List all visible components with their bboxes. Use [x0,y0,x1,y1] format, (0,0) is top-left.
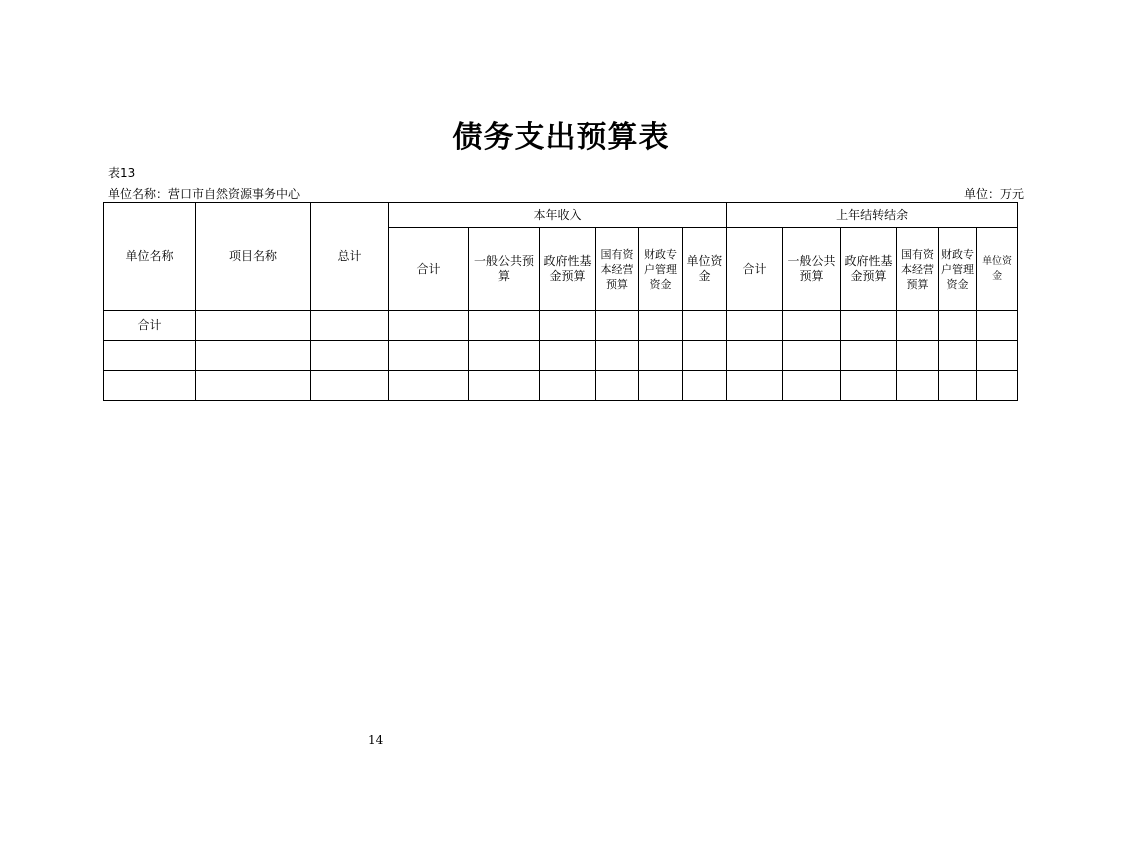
header-carryover-special-account: 财政专户管理资金 [939,228,977,311]
header-carryover-unit-funds: 单位资金 [977,228,1018,311]
header-carryover-fund-budget: 政府性基金预算 [841,228,897,311]
header-carryover-subtotal: 合计 [727,228,783,311]
table-cell [939,341,977,371]
table-cell [311,311,389,341]
table-cell: 合计 [104,311,196,341]
table-cell [939,311,977,341]
table-cell [389,371,469,401]
header-total: 总计 [311,203,389,311]
page-number: 14 [368,733,384,747]
table-cell [469,371,540,401]
table-cell [639,341,683,371]
page-title: 债务支出预算表 [452,120,670,155]
table-cell [783,341,841,371]
header-current-year-income: 本年收入 [389,203,727,228]
table-cell [727,341,783,371]
table-cell [596,311,639,341]
header-carryover-general-budget: 一般公共预算 [783,228,841,311]
table-cell [683,311,727,341]
table-cell [727,311,783,341]
table-code: 表13 [108,166,136,180]
table-row [104,311,1018,341]
table-cell [389,311,469,341]
header-current-unit-funds: 单位资金 [683,228,727,311]
header-row-group [104,203,1018,228]
header-current-state-capital: 国有资本经营预算 [596,228,639,311]
table-cell [104,371,196,401]
table-cell [639,311,683,341]
table-cell [389,341,469,371]
table-cell [897,371,939,401]
header-current-subtotal: 合计 [389,228,469,311]
table-cell [540,311,596,341]
table-cell [639,371,683,401]
table-cell [596,371,639,401]
table-cell [196,341,311,371]
table-cell [897,341,939,371]
header-carryover-state-capital: 国有资本经营预算 [897,228,939,311]
table-cell [841,371,897,401]
table-cell [783,311,841,341]
table-cell [977,371,1018,401]
currency-unit: 单位：万元 [963,187,1024,201]
table-cell [897,311,939,341]
table-cell [841,311,897,341]
table-cell [977,341,1018,371]
table-cell [540,341,596,371]
table-cell [727,371,783,401]
table-cell [841,341,897,371]
table-cell [540,371,596,401]
table-cell [196,311,311,341]
table-cell [596,341,639,371]
table-cell [977,311,1018,341]
table-cell [783,371,841,401]
header-prior-year-carryover: 上年结转结余 [727,203,1018,228]
table-cell [469,311,540,341]
table-row [104,341,1018,371]
header-current-general-budget: 一般公共预算 [469,228,540,311]
header-current-fund-budget: 政府性基金预算 [540,228,596,311]
table-cell [683,371,727,401]
header-project-name: 项目名称 [196,203,311,311]
header-current-special-account: 财政专户管理资金 [639,228,683,311]
debt-expenditure-table [103,202,1018,401]
unit-name-line: 单位名称：营口市自然资源事务中心 [108,187,301,201]
header-unit-name: 单位名称 [104,203,196,311]
table-cell [311,371,389,401]
table-cell [196,371,311,401]
table-cell [683,341,727,371]
table-cell [104,341,196,371]
table-cell [939,371,977,401]
table-row [104,371,1018,401]
table-cell [469,341,540,371]
table-cell [311,341,389,371]
